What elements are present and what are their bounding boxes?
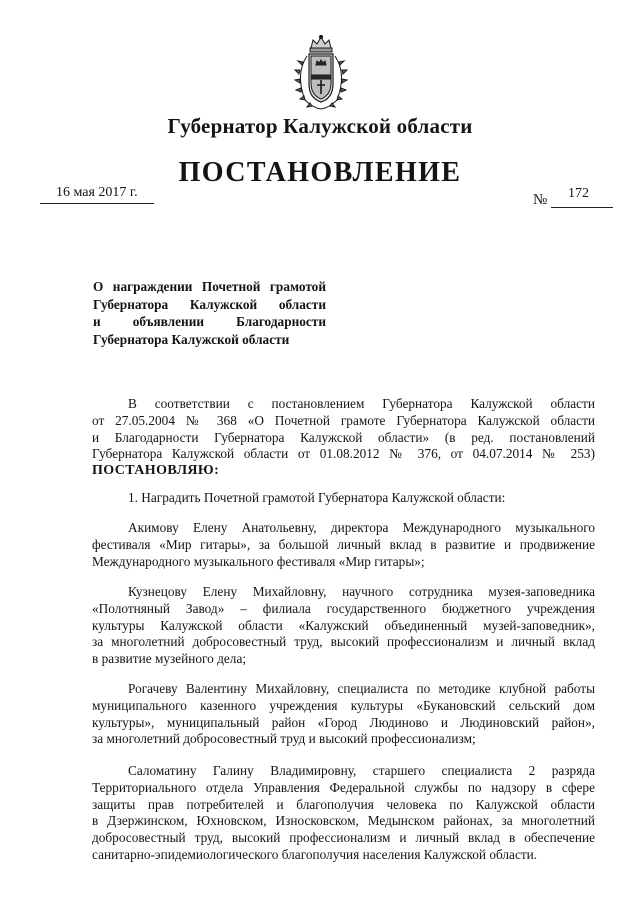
kaluga-coat-of-arms-icon <box>289 34 353 112</box>
subject-line: О награждении Почетной грамотой <box>93 279 326 294</box>
awardee-line: Акимову Елену Анатольевну, директора Международного музыкального <box>128 520 595 535</box>
awardee-line: культуры Калужской области «Калужский объединенный музей-заповедник», <box>92 617 595 633</box>
item-1-paragraph <box>92 490 595 507</box>
preamble-paragraph <box>92 396 595 480</box>
awardee-line: за многолетний добросовестный труд и высокий профессионализм; <box>92 731 476 747</box>
subject-line: Губернатора Калужской области <box>93 331 290 347</box>
awardee-line: фестиваля «Мир гитары», за большой личный вклад в развитие и продвижение <box>92 536 595 552</box>
awardee-line: муниципального казенного учреждения культуры «Букановский сельский дом <box>92 697 595 713</box>
awardee-line: защиты прав потребителей и благополучия человека по Калужской области <box>92 796 595 812</box>
document-number: 172 <box>568 186 589 201</box>
awardee-paragraph <box>92 763 595 864</box>
awardee-line: добросовестный труд, высокий профессионализм и личный вклад в обеспечение <box>92 830 595 846</box>
awardee-line: Саломатину Галину Владимировну, старшего специалиста 2 разряда <box>128 763 595 778</box>
document-subject <box>93 278 326 348</box>
awardee-paragraph <box>92 584 595 668</box>
preamble-line: от 27.05.2004 № 368 «О Почетной грамоте Губернатора Калужской области <box>92 412 595 428</box>
number-underline <box>551 207 613 208</box>
number-sign: № <box>533 192 548 208</box>
awardee-paragraph <box>92 681 595 748</box>
awardee-line: в Дзержинском, Юхновском, Износковском, Медынском районах, за многолетний <box>92 813 595 829</box>
awardee-line: «Полотняный Завод» – филиала государственного бюджетного учреждения <box>92 600 595 616</box>
item-1-text: 1. Наградить Почетной грамотой Губернатора Калужской области: <box>128 490 506 505</box>
awardee-paragraph <box>92 520 595 570</box>
preamble-line: В соответствии с постановлением Губернатора Калужской области <box>128 396 595 411</box>
awardee-line: за многолетний добросовестный труд, высокий профессионализм и личный вклад <box>92 634 595 650</box>
date-underline <box>40 203 154 204</box>
preamble-line: Губернатора Калужской области от 01.08.2012 № 376, от 04.07.2014 № 253) <box>92 446 595 462</box>
awardee-line: Кузнецову Елену Михайловну, научного сотрудника музея-заповедника <box>128 584 595 599</box>
issuer-title: Губернатор Калужской области <box>167 114 473 138</box>
subject-line: и объявлении Благодарности <box>93 314 326 329</box>
awardee-line: Международного музыкального фестиваля «Мир гитары»; <box>92 553 425 569</box>
awardee-line: Территориального отдела Управления Федеральной службы по надзору в сфере <box>92 779 595 795</box>
awardee-line: культуры», муниципальный район «Город Людиново и Людиновский район», <box>92 714 595 730</box>
awardee-line: санитарно-эпидемиологического благополучия населения Калужской области. <box>92 846 538 862</box>
subject-line: Губернатора Калужской области <box>93 296 326 312</box>
document-date: 16 мая 2017 г. <box>56 185 138 200</box>
document-type-title: ПОСТАНОВЛЕНИЕ <box>178 157 462 188</box>
resolve-heading: ПОСТАНОВЛЯЮ: <box>92 463 220 479</box>
awardee-line: Рогачеву Валентину Михайловну, специалиста по методике клубной работы <box>128 681 595 696</box>
awardee-line: в развитие музейного дела; <box>92 651 247 667</box>
preamble-line: и Благодарности Губернатора Калужской области» (в ред. постановлений <box>92 429 595 445</box>
